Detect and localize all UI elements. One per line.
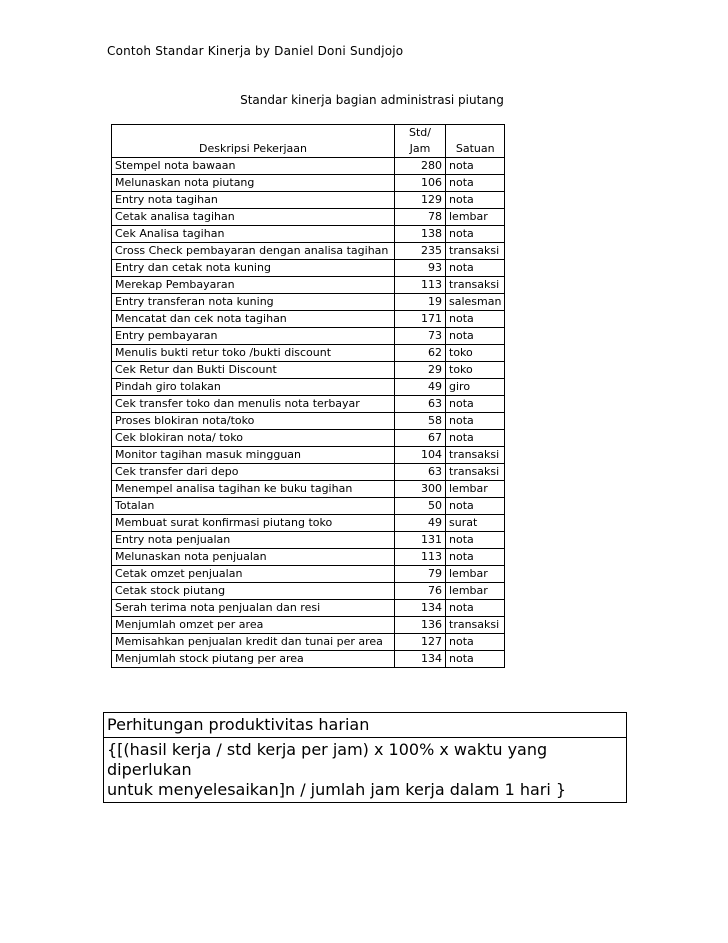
header-std-line1: Std/ xyxy=(409,126,431,139)
performance-standard-table xyxy=(111,124,505,668)
header-unit: Satuan xyxy=(446,125,505,158)
document-title: Contoh Standar Kinerja by Daniel Doni Sundjojo xyxy=(107,44,404,58)
row-std-per-hour: 134 xyxy=(395,651,446,668)
table-row xyxy=(112,498,505,515)
row-std-per-hour: 171 xyxy=(395,311,446,328)
row-unit: nota xyxy=(446,328,505,345)
row-std-per-hour: 104 xyxy=(395,447,446,464)
row-description: Mencatat dan cek nota tagihan xyxy=(112,311,395,328)
formula-title: Perhitungan produktivitas harian xyxy=(103,712,627,737)
table-row xyxy=(112,260,505,277)
row-unit: transaksi xyxy=(446,243,505,260)
table-row xyxy=(112,362,505,379)
row-unit: lembar xyxy=(446,583,505,600)
row-description: Serah terima nota penjualan dan resi xyxy=(112,600,395,617)
row-description: Entry nota penjualan xyxy=(112,532,395,549)
header-description: Deskripsi Pekerjaan xyxy=(112,125,395,158)
row-description: Proses blokiran nota/toko xyxy=(112,413,395,430)
productivity-formula-box xyxy=(103,712,627,803)
row-std-per-hour: 106 xyxy=(395,175,446,192)
table-row xyxy=(112,430,505,447)
row-std-per-hour: 67 xyxy=(395,430,446,447)
row-description: Cek Retur dan Bukti Discount xyxy=(112,362,395,379)
row-std-per-hour: 129 xyxy=(395,192,446,209)
table-row xyxy=(112,345,505,362)
row-std-per-hour: 127 xyxy=(395,634,446,651)
table-row xyxy=(112,566,505,583)
table-row xyxy=(112,328,505,345)
table-row xyxy=(112,515,505,532)
row-unit: nota xyxy=(446,498,505,515)
row-unit: salesman xyxy=(446,294,505,311)
formula-line-1: {[(hasil kerja / std kerja per jam) x 100% x waktu yang diperlukan xyxy=(107,740,548,779)
row-unit: nota xyxy=(446,634,505,651)
row-description: Cetak omzet penjualan xyxy=(112,566,395,583)
row-std-per-hour: 235 xyxy=(395,243,446,260)
row-description: Totalan xyxy=(112,498,395,515)
table-row xyxy=(112,192,505,209)
row-unit: lembar xyxy=(446,481,505,498)
row-description: Entry nota tagihan xyxy=(112,192,395,209)
table-row xyxy=(112,379,505,396)
row-description: Cross Check pembayaran dengan analisa tagihan xyxy=(112,243,395,260)
row-std-per-hour: 76 xyxy=(395,583,446,600)
table-row xyxy=(112,583,505,600)
row-description: Pindah giro tolakan xyxy=(112,379,395,396)
row-description: Melunaskan nota piutang xyxy=(112,175,395,192)
row-unit: surat xyxy=(446,515,505,532)
row-unit: transaksi xyxy=(446,277,505,294)
row-std-per-hour: 134 xyxy=(395,600,446,617)
row-std-per-hour: 73 xyxy=(395,328,446,345)
row-unit: nota xyxy=(446,396,505,413)
row-std-per-hour: 280 xyxy=(395,158,446,175)
table-row xyxy=(112,481,505,498)
table-row xyxy=(112,651,505,668)
table-title: Standar kinerja bagian administrasi piutang xyxy=(240,93,504,107)
table-row xyxy=(112,464,505,481)
row-unit: nota xyxy=(446,600,505,617)
table-row xyxy=(112,532,505,549)
table-row xyxy=(112,634,505,651)
row-unit: toko xyxy=(446,362,505,379)
row-std-per-hour: 113 xyxy=(395,549,446,566)
row-std-per-hour: 79 xyxy=(395,566,446,583)
formula-body xyxy=(103,737,627,803)
row-std-per-hour: 138 xyxy=(395,226,446,243)
row-description: Merekap Pembayaran xyxy=(112,277,395,294)
table-row xyxy=(112,549,505,566)
row-unit: toko xyxy=(446,345,505,362)
formula-line-2: untuk menyelesaikan]n / jumlah jam kerja dalam 1 hari } xyxy=(107,780,567,799)
table-row xyxy=(112,600,505,617)
row-std-per-hour: 63 xyxy=(395,464,446,481)
row-description: Entry dan cetak nota kuning xyxy=(112,260,395,277)
row-description: Memisahkan penjualan kredit dan tunai per area xyxy=(112,634,395,651)
row-std-per-hour: 49 xyxy=(395,379,446,396)
row-description: Stempel nota bawaan xyxy=(112,158,395,175)
row-std-per-hour: 131 xyxy=(395,532,446,549)
table-row xyxy=(112,311,505,328)
row-description: Entry pembayaran xyxy=(112,328,395,345)
row-description: Menempel analisa tagihan ke buku tagihan xyxy=(112,481,395,498)
table-row xyxy=(112,226,505,243)
row-unit: nota xyxy=(446,549,505,566)
table-header-row xyxy=(112,125,505,158)
row-description: Cek transfer toko dan menulis nota terbayar xyxy=(112,396,395,413)
row-description: Menjumlah stock piutang per area xyxy=(112,651,395,668)
table-row xyxy=(112,447,505,464)
row-description: Menjumlah omzet per area xyxy=(112,617,395,634)
row-description: Cetak stock piutang xyxy=(112,583,395,600)
table-row xyxy=(112,294,505,311)
table-row xyxy=(112,243,505,260)
row-std-per-hour: 78 xyxy=(395,209,446,226)
row-unit: nota xyxy=(446,651,505,668)
row-unit: nota xyxy=(446,158,505,175)
row-std-per-hour: 50 xyxy=(395,498,446,515)
table-row xyxy=(112,413,505,430)
row-description: Melunaskan nota penjualan xyxy=(112,549,395,566)
table-row xyxy=(112,277,505,294)
row-unit: lembar xyxy=(446,209,505,226)
row-unit: giro xyxy=(446,379,505,396)
row-std-per-hour: 19 xyxy=(395,294,446,311)
row-std-per-hour: 113 xyxy=(395,277,446,294)
row-description: Monitor tagihan masuk mingguan xyxy=(112,447,395,464)
row-unit: transaksi xyxy=(446,464,505,481)
table-row xyxy=(112,158,505,175)
row-std-per-hour: 29 xyxy=(395,362,446,379)
row-unit: nota xyxy=(446,430,505,447)
row-description: Membuat surat konfirmasi piutang toko xyxy=(112,515,395,532)
row-description: Cek transfer dari depo xyxy=(112,464,395,481)
row-description: Entry transferan nota kuning xyxy=(112,294,395,311)
row-unit: lembar xyxy=(446,566,505,583)
row-std-per-hour: 58 xyxy=(395,413,446,430)
row-description: Menulis bukti retur toko /bukti discount xyxy=(112,345,395,362)
row-unit: nota xyxy=(446,311,505,328)
row-description: Cetak analisa tagihan xyxy=(112,209,395,226)
row-std-per-hour: 300 xyxy=(395,481,446,498)
row-unit: nota xyxy=(446,192,505,209)
row-std-per-hour: 93 xyxy=(395,260,446,277)
header-std-line2: Jam xyxy=(409,142,431,155)
row-unit: transaksi xyxy=(446,447,505,464)
table-row xyxy=(112,209,505,226)
row-unit: nota xyxy=(446,260,505,277)
row-std-per-hour: 49 xyxy=(395,515,446,532)
row-unit: transaksi xyxy=(446,617,505,634)
header-std-per-hour xyxy=(395,125,446,158)
row-std-per-hour: 62 xyxy=(395,345,446,362)
row-unit: nota xyxy=(446,413,505,430)
table-row xyxy=(112,617,505,634)
row-std-per-hour: 136 xyxy=(395,617,446,634)
row-description: Cek Analisa tagihan xyxy=(112,226,395,243)
row-unit: nota xyxy=(446,226,505,243)
table-row xyxy=(112,396,505,413)
row-description: Cek blokiran nota/ toko xyxy=(112,430,395,447)
row-std-per-hour: 63 xyxy=(395,396,446,413)
row-unit: nota xyxy=(446,532,505,549)
row-unit: nota xyxy=(446,175,505,192)
table-row xyxy=(112,175,505,192)
